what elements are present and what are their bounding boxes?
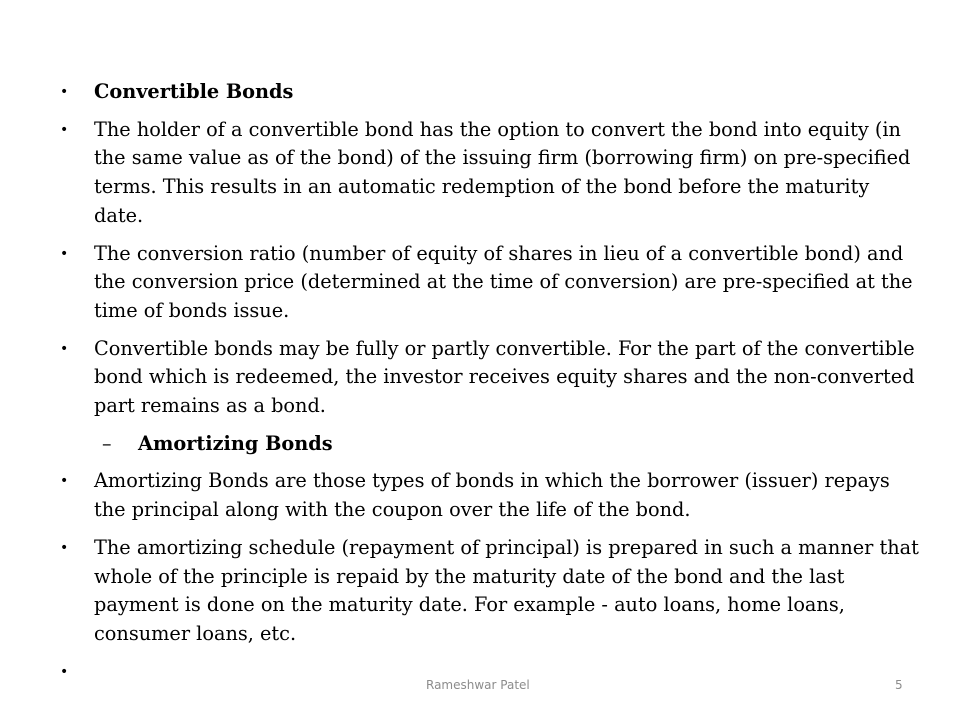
paragraph-holder-option: The holder of a convertible bond has the option to convert the bond into equity (in the same value as of the bond) of the issuing firm (borrowing firm) on pre-specified terms. This results in an automatic redemption of the bond before the maturity date. bbox=[94, 117, 911, 227]
paragraph-fully-partly: Convertible bonds may be fully or partly convertible. For the part of the convertible bond which is redeemed, the investor receives equity shares and the non-converted part remains as a bond. bbox=[94, 336, 915, 418]
dash-icon: – bbox=[102, 432, 112, 455]
bullet-item-conversion-ratio bbox=[60, 240, 920, 326]
slide-body bbox=[60, 78, 920, 680]
bullet-icon: • bbox=[60, 539, 69, 556]
heading-convertible-bonds: Convertible Bonds bbox=[94, 80, 294, 103]
bullet-item-fully-partly bbox=[60, 335, 920, 421]
paragraph-amortizing-definition: Amortizing Bonds are those types of bonds in which the borrower (issuer) repays the principal along with the coupon over the life of the bond. bbox=[94, 469, 890, 522]
bullet-item-convertible-bonds-heading bbox=[60, 78, 920, 107]
bullet-icon: • bbox=[60, 84, 69, 100]
footer-author: Rameshwar Patel bbox=[426, 678, 530, 692]
bullet-item-amortizing-schedule bbox=[60, 534, 920, 649]
bullet-icon: • bbox=[60, 245, 69, 262]
bullet-item-amortizing-definition bbox=[60, 467, 920, 524]
bullet-icon: • bbox=[60, 121, 69, 138]
bullet-icon: • bbox=[60, 473, 69, 490]
heading-amortizing-bonds: Amortizing Bonds bbox=[138, 431, 333, 455]
page-number: 5 bbox=[895, 678, 903, 692]
paragraph-conversion-ratio: The conversion ratio (number of equity of shares in lieu of a convertible bond) and the conversion price (determined at the time of conversion) are pre-specified at the time of bonds issue. bbox=[94, 241, 913, 322]
bullet-item-holder-option bbox=[60, 116, 920, 231]
paragraph-amortizing-schedule: The amortizing schedule (repayment of principal) is prepared in such a manner that whole of the principle is repaid by the maturity date of the bond and the last payment is done on the maturity date. For example - auto loans, home loans, consumer loans, etc. bbox=[94, 535, 919, 645]
bullet-icon: • bbox=[60, 340, 69, 357]
bullet-item-amortizing-bonds-heading bbox=[60, 430, 920, 459]
slide-footer bbox=[0, 678, 960, 698]
bullet-icon: • bbox=[60, 663, 69, 680]
